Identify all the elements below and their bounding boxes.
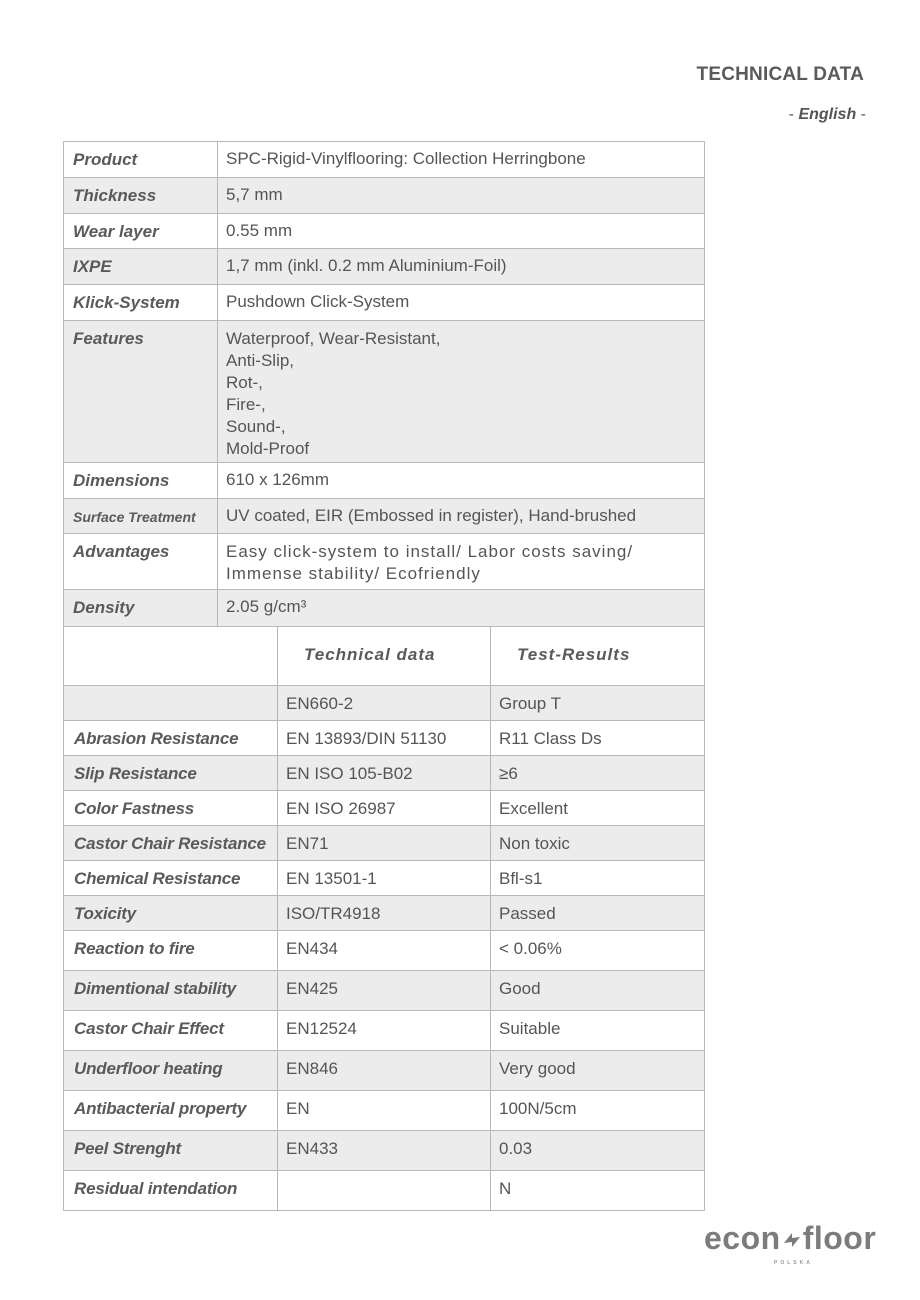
spec-label: Product	[64, 142, 218, 178]
test-result: Suitable	[491, 1011, 705, 1051]
test-results-table	[63, 626, 705, 1211]
test-property	[64, 686, 278, 721]
test-result: R11 Class Ds	[491, 721, 705, 756]
test-result: < 0.06%	[491, 931, 705, 971]
test-result: ≥6	[491, 756, 705, 791]
test-row	[64, 756, 705, 791]
spec-row	[64, 534, 705, 590]
test-standard: EN425	[278, 971, 491, 1011]
test-standard: EN846	[278, 1051, 491, 1091]
spec-label: Wear layer	[64, 214, 218, 249]
test-property: Castor Chair Resistance	[64, 826, 278, 861]
spec-row	[64, 590, 705, 627]
test-standard: EN ISO 26987	[278, 791, 491, 826]
test-header-technical: Technical data	[278, 627, 491, 686]
test-row	[64, 721, 705, 756]
spec-row	[64, 142, 705, 178]
test-property: Slip Resistance	[64, 756, 278, 791]
spec-row	[64, 321, 705, 463]
test-property: Chemical Resistance	[64, 861, 278, 896]
logo-tagline: POLSKA	[774, 1260, 813, 1266]
test-property: Underfloor heating	[64, 1051, 278, 1091]
logo-bolt-icon	[781, 1229, 803, 1251]
spec-row	[64, 249, 705, 285]
spec-value: SPC-Rigid-Vinylflooring: Collection Herringbone	[218, 142, 705, 178]
spec-value-line: Sound-,	[226, 417, 286, 436]
test-row	[64, 1091, 705, 1131]
spec-label: Surface Treatment	[64, 499, 218, 534]
test-row	[64, 931, 705, 971]
spec-value	[218, 534, 705, 590]
test-result: Very good	[491, 1051, 705, 1091]
spec-value-line: Anti-Slip,	[226, 351, 295, 370]
test-result: Passed	[491, 896, 705, 931]
spec-label: Thickness	[64, 178, 218, 214]
spec-value: Pushdown Click-System	[218, 285, 705, 321]
test-row	[64, 971, 705, 1011]
spec-value-line: Immense stability/ Ecofriendly	[226, 564, 481, 583]
test-standard: EN ISO 105-B02	[278, 756, 491, 791]
test-row	[64, 896, 705, 931]
test-standard: EN660-2	[278, 686, 491, 721]
logo-text-floor: floor	[802, 1220, 877, 1256]
specification-table	[63, 141, 705, 627]
spec-value	[218, 321, 705, 463]
spec-value: 5,7 mm	[218, 178, 705, 214]
spec-value: UV coated, EIR (Embossed in register), Hand-brushed	[218, 499, 705, 534]
test-result: 100N/5cm	[491, 1091, 705, 1131]
spec-label: IXPE	[64, 249, 218, 285]
test-result: N	[491, 1171, 705, 1211]
test-result: Excellent	[491, 791, 705, 826]
spec-value: 0.55 mm	[218, 214, 705, 249]
spec-value-line: Easy click-system to install/ Labor costs saving/	[226, 542, 634, 561]
test-property: Reaction to fire	[64, 931, 278, 971]
test-row	[64, 826, 705, 861]
spec-value-line: Fire-,	[226, 395, 266, 414]
test-property: Peel Strenght	[64, 1131, 278, 1171]
language-name: English	[798, 106, 857, 123]
test-property: Color Fastness	[64, 791, 278, 826]
test-row	[64, 791, 705, 826]
test-result: Group T	[491, 686, 705, 721]
test-property: Dimentional stability	[64, 971, 278, 1011]
test-row	[64, 1051, 705, 1091]
test-result: Non toxic	[491, 826, 705, 861]
test-header-empty	[64, 627, 278, 686]
language-label	[789, 106, 866, 124]
test-standard: EN12524	[278, 1011, 491, 1051]
test-result: 0.03	[491, 1131, 705, 1171]
spec-row	[64, 178, 705, 214]
spec-label: Density	[64, 590, 218, 627]
spec-label: Features	[64, 321, 218, 463]
spec-row	[64, 285, 705, 321]
test-row	[64, 686, 705, 721]
spec-row	[64, 463, 705, 499]
test-result: Good	[491, 971, 705, 1011]
test-result: Bfl-s1	[491, 861, 705, 896]
spec-row	[64, 499, 705, 534]
test-property: Castor Chair Effect	[64, 1011, 278, 1051]
econfloor-logo	[704, 1220, 877, 1266]
test-standard	[278, 1171, 491, 1211]
test-standard: ISO/TR4918	[278, 896, 491, 931]
language-prefix: -	[788, 106, 799, 123]
spec-value-line: Rot-,	[226, 373, 263, 392]
test-row	[64, 1011, 705, 1051]
spec-row	[64, 214, 705, 249]
spec-label: Klick-System	[64, 285, 218, 321]
test-property: Toxicity	[64, 896, 278, 931]
document-title: TECHNICAL DATA	[696, 64, 864, 85]
test-row	[64, 861, 705, 896]
test-row	[64, 1131, 705, 1171]
test-row	[64, 1171, 705, 1211]
spec-label: Advantages	[64, 534, 218, 590]
test-property: Abrasion Resistance	[64, 721, 278, 756]
test-standard: EN	[278, 1091, 491, 1131]
spec-value: 2.05 g/cm³	[218, 590, 705, 627]
language-suffix: -	[856, 106, 866, 123]
test-standard: EN 13501-1	[278, 861, 491, 896]
spec-value-line: Mold-Proof	[226, 439, 310, 458]
spec-value: 610 x 126mm	[218, 463, 705, 499]
spec-label: Dimensions	[64, 463, 218, 499]
test-property: Residual intendation	[64, 1171, 278, 1211]
test-header-row	[64, 627, 705, 686]
test-header-results: Test-Results	[491, 627, 705, 686]
test-standard: EN433	[278, 1131, 491, 1171]
test-standard: EN434	[278, 931, 491, 971]
test-property: Antibacterial property	[64, 1091, 278, 1131]
test-standard: EN 13893/DIN 51130	[278, 721, 491, 756]
spec-value: 1,7 mm (inkl. 0.2 mm Aluminium-Foil)	[218, 249, 705, 285]
spec-value-line: Waterproof, Wear-Resistant,	[226, 329, 441, 348]
test-standard: EN71	[278, 826, 491, 861]
logo-text-econ: econ	[704, 1220, 781, 1256]
